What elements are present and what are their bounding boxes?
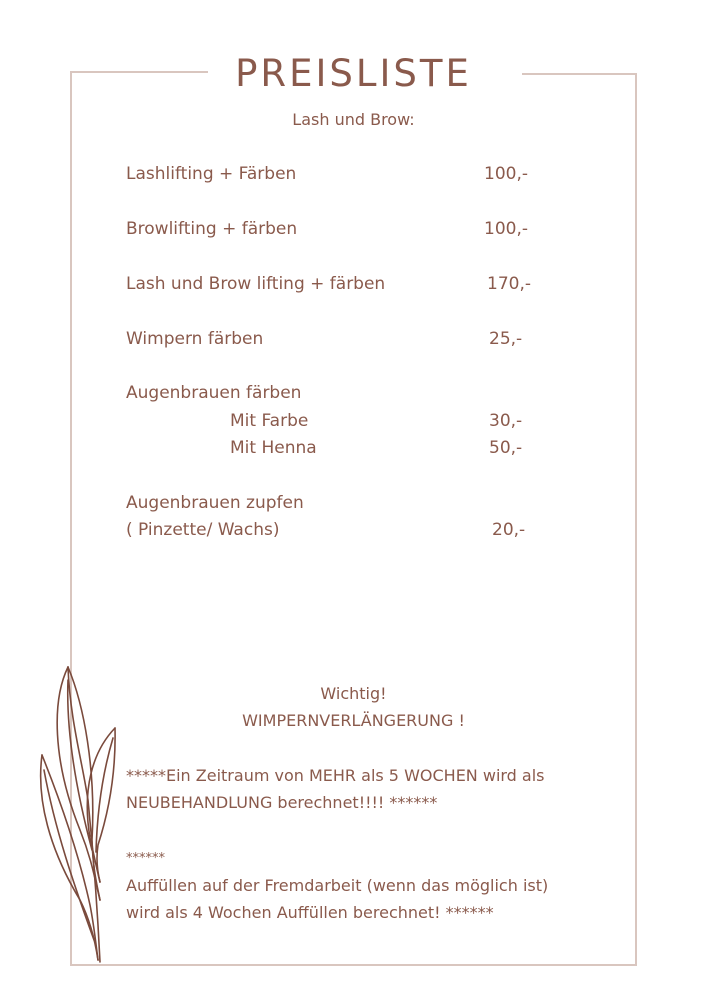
service-name-browlifting: Browlifting + färben bbox=[126, 219, 298, 239]
notice-line-1: *****Ein Zeitraum von MEHR als 5 WOCHEN wird als bbox=[126, 766, 545, 785]
service-price-lash-brow: 170,- bbox=[487, 274, 531, 294]
service-price-browlifting: 100,- bbox=[484, 219, 528, 239]
option-price-farbe: 30,- bbox=[489, 411, 523, 431]
notice-subheading: WIMPERNVERLÄNGERUNG ! bbox=[242, 711, 465, 730]
service-name-augenbrauen-faerben: Augenbrauen färben bbox=[126, 383, 302, 403]
notice-line-4: Auffüllen auf der Fremdarbeit (wenn das möglich ist) bbox=[126, 876, 549, 895]
service-price-wimpern: 25,- bbox=[489, 329, 523, 349]
notice-line-3: ****** bbox=[126, 851, 165, 866]
option-name-henna: Mit Henna bbox=[230, 438, 317, 458]
page-title: PREISLISTE bbox=[235, 52, 472, 95]
service-price-lashlifting: 100,- bbox=[484, 164, 528, 184]
service-name-augenbrauen-zupfen: Augenbrauen zupfen bbox=[126, 493, 304, 513]
service-price-zupfen: 20,- bbox=[492, 520, 526, 540]
service-name-lashlifting: Lashlifting + Färben bbox=[126, 164, 297, 184]
notice-line-2: NEUBEHANDLUNG berechnet!!!! ****** bbox=[126, 793, 438, 812]
notice-heading: Wichtig! bbox=[320, 684, 387, 703]
option-name-farbe: Mit Farbe bbox=[230, 411, 309, 431]
option-price-henna: 50,- bbox=[489, 438, 523, 458]
page-subtitle: Lash und Brow: bbox=[292, 110, 415, 129]
service-name-lash-brow: Lash und Brow lifting + färben bbox=[126, 274, 386, 294]
service-detail-zupfen: ( Pinzette/ Wachs) bbox=[126, 520, 280, 540]
service-name-wimpern: Wimpern färben bbox=[126, 329, 264, 349]
notice-line-5: wird als 4 Wochen Auffüllen berechnet! ****** bbox=[126, 903, 494, 922]
